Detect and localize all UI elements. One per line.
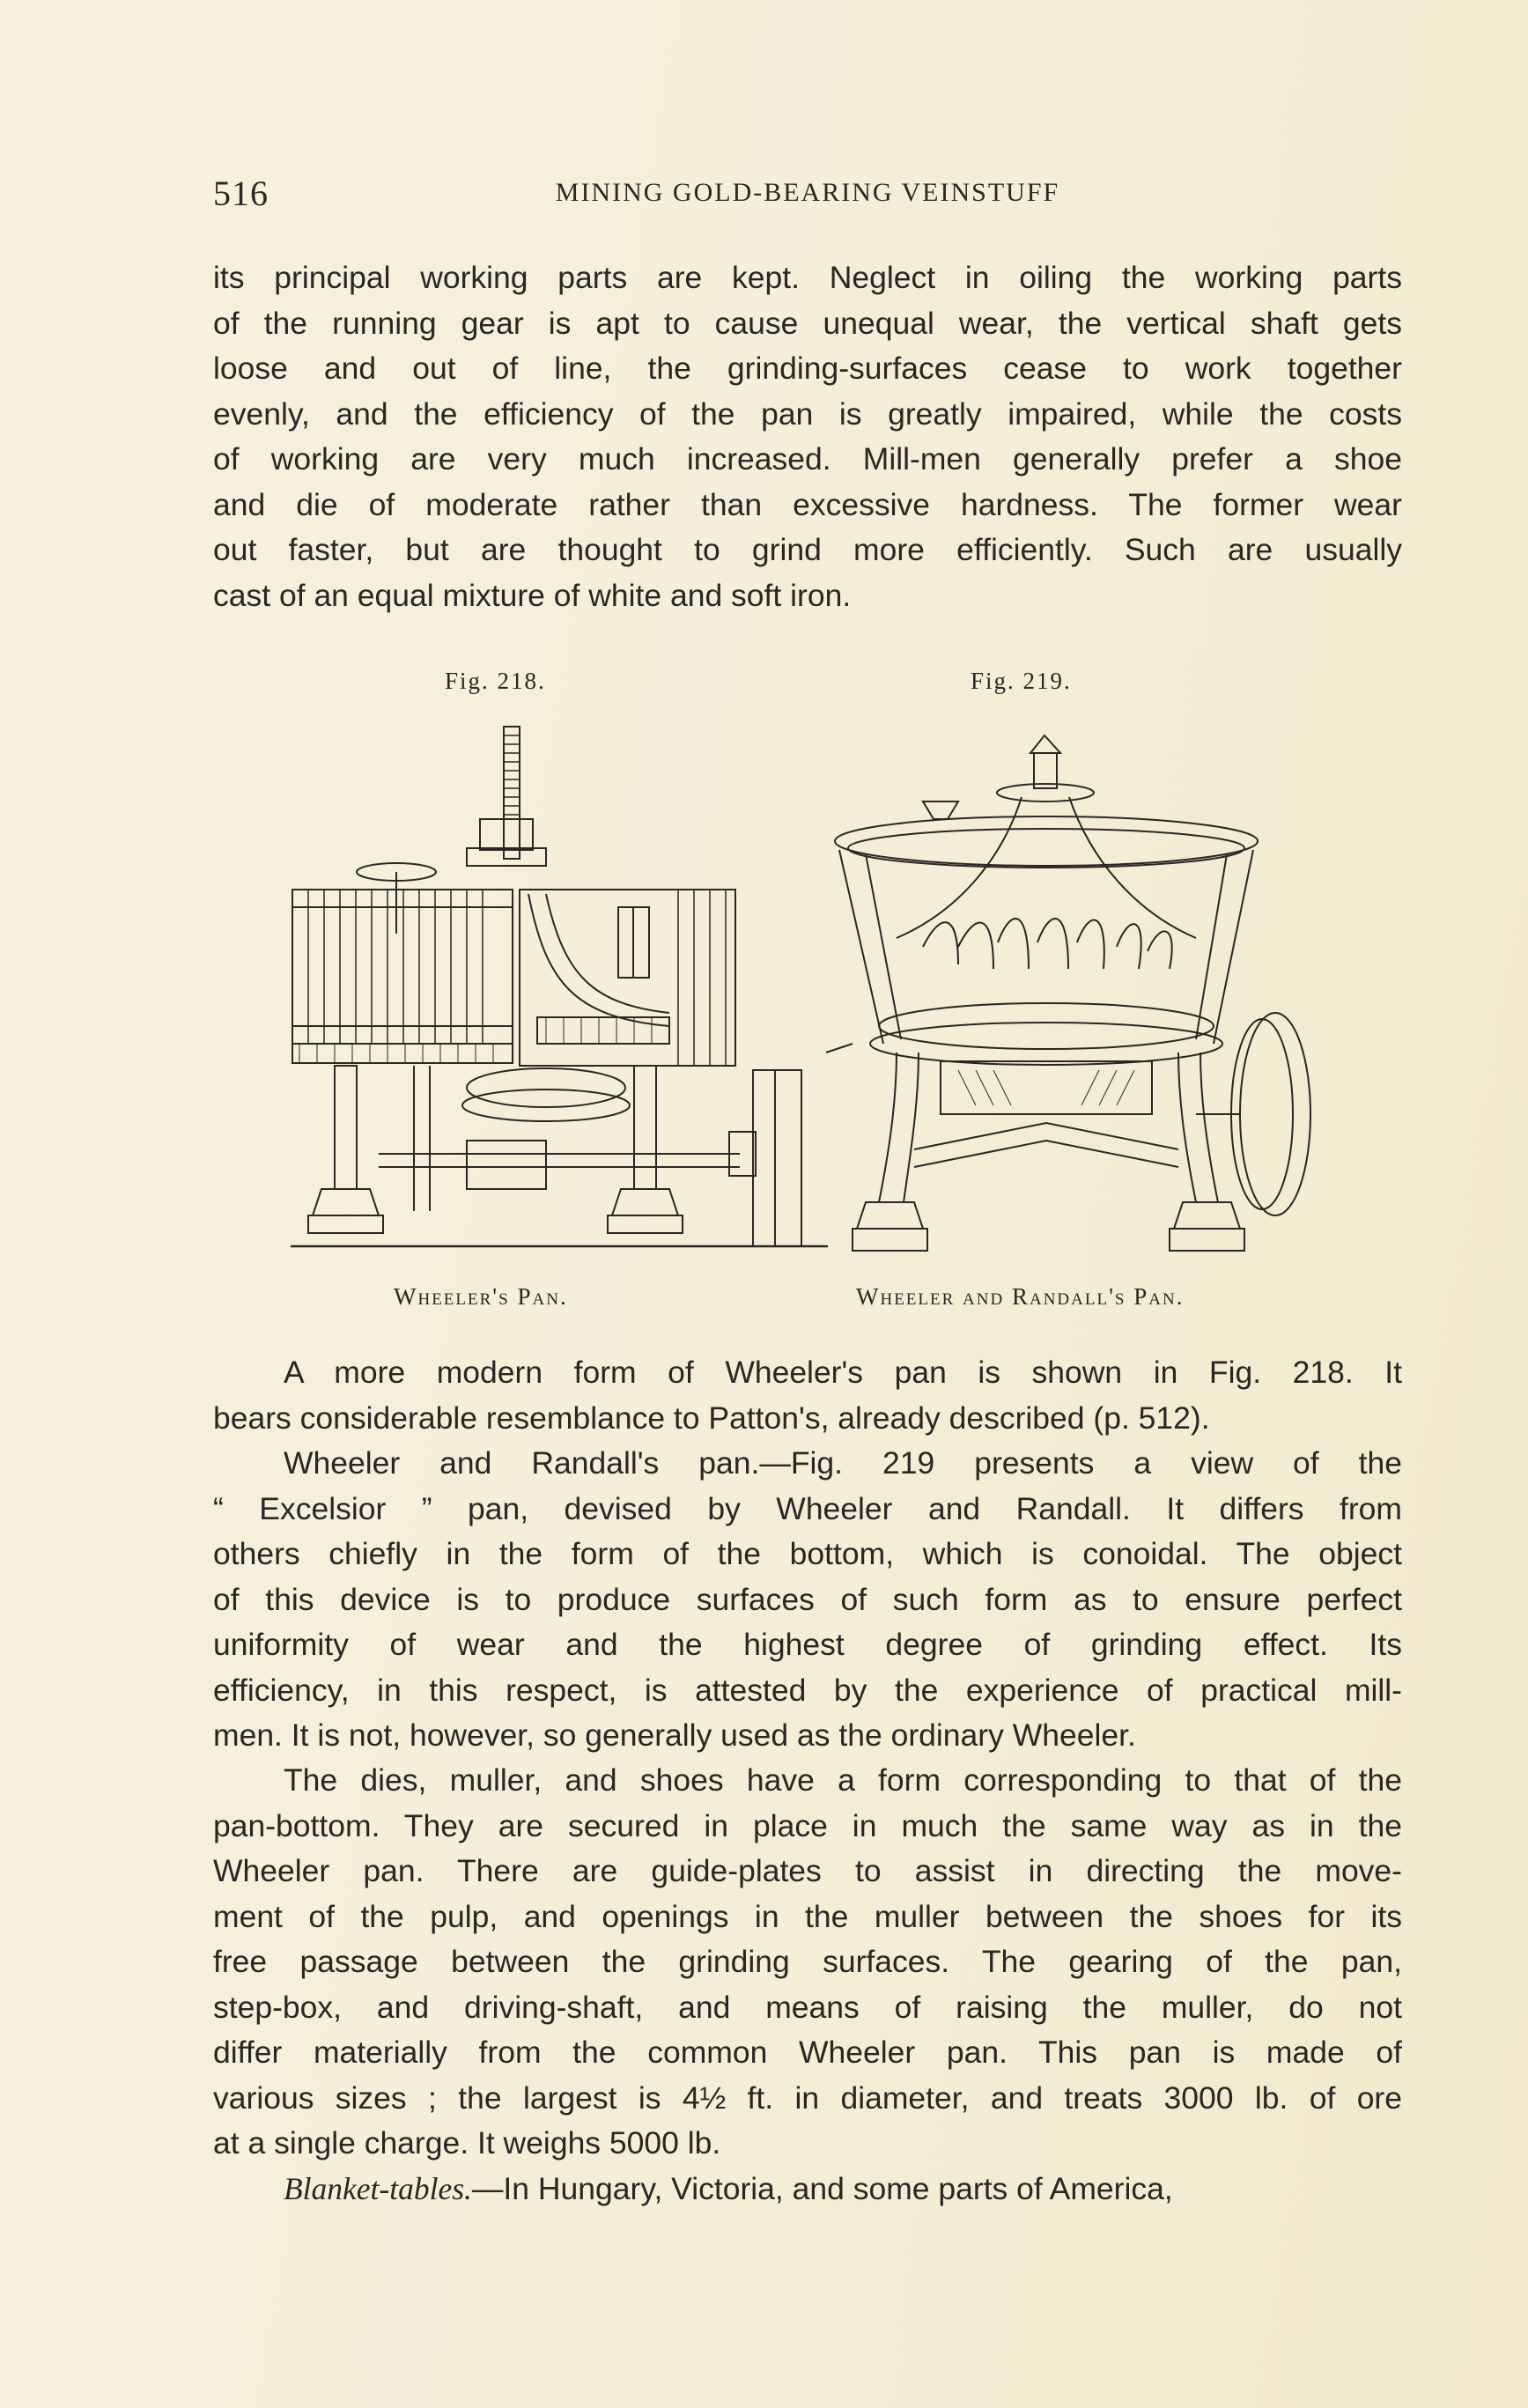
- paragraph-line: free passage between the grinding surfaces. The gearing of the pan,: [213, 1944, 1402, 1979]
- paragraph-line: loose and out of line, the grinding-surfaces cease to work together: [213, 351, 1402, 386]
- paragraph-line: ment of the pulp, and openings in the muller between the shoes for its: [213, 1898, 1402, 1934]
- wheelers-pan-illustration: [282, 718, 837, 1264]
- paragraph-line: pan-bottom. They are secured in place in much the same way as in the: [213, 1807, 1402, 1843]
- wheeler-randall-pan-illustration: [826, 735, 1328, 1268]
- paragraph-blanket-tables: [213, 2167, 1402, 2212]
- paragraph-wheeler-randall: [213, 1441, 1402, 1759]
- paragraph-line: of working are very much increased. Mill-men generally prefer a shoe: [213, 441, 1402, 476]
- paragraph-line: Wheeler and Randall's pan.—Fig. 219 presents a view of the: [284, 1445, 1402, 1481]
- paragraph-line: others chiefly in the form of the bottom, which is conoidal. The object: [213, 1536, 1402, 1571]
- paragraph-principal-parts: [213, 255, 1402, 618]
- figure-219-caption: Wheeler and Randall's Pan.: [856, 1283, 1185, 1310]
- paragraph-line: Wheeler pan. There are guide-plates to assist in directing the move-: [213, 1853, 1402, 1888]
- paragraph-line: differ materially from the common Wheeler pan. This pan is made of: [213, 2035, 1402, 2070]
- paragraph-line: evenly, and the efficiency of the pan is greatly impaired, while the costs: [213, 395, 1402, 432]
- paragraph-line: bears considerable resemblance to Patton's, already described (p. 512).: [213, 1400, 1210, 1436]
- paragraph-line: uniformity of wear and the highest degree of grinding effect. Its: [213, 1627, 1402, 1662]
- paragraph-line: its principal working parts are kept. Neglect in oiling the working parts: [213, 260, 1402, 295]
- paragraph-line: step-box, and driving-shaft, and means of raising the muller, do not: [213, 1989, 1402, 2025]
- paragraph-line: [213, 2167, 1402, 2212]
- paragraph-modern-form: [213, 1350, 1402, 1441]
- paragraph-line: out faster, but are thought to grind more efficiently. Such are usually: [213, 532, 1402, 567]
- running-title: MINING GOLD-BEARING VEINSTUFF: [555, 178, 1060, 207]
- paragraph-line: “ Excelsior ” pan, devised by Wheeler and Randall. It differs from: [213, 1490, 1402, 1526]
- paragraph-line: at a single charge. It weighs 5000 lb.: [213, 2125, 721, 2161]
- paragraph-line: The dies, muller, and shoes have a form corresponding to that of the: [284, 1762, 1402, 1798]
- paragraph-text: —In Hungary, Victoria, and some parts of America,: [471, 2171, 1173, 2206]
- page-header: [213, 173, 1402, 215]
- paragraph-line: of this device is to produce surfaces of such form as to ensure perfect: [213, 1581, 1402, 1617]
- paragraph-line: various sizes ; the largest is 4½ ft. in diameter, and treats 3000 lb. of ore: [213, 2079, 1402, 2116]
- paragraph-line: men. It is not, however, so generally used as the ordinary Wheeler.: [213, 1717, 1136, 1753]
- figure-218-label: Fig. 218.: [445, 668, 546, 694]
- paragraph-line: efficiency, in this respect, is attested by the experience of practical mill-: [213, 1672, 1402, 1708]
- paragraph-line: and die of moderate rather than excessive hardness. The former wear: [213, 486, 1402, 522]
- figure-219-label: Fig. 219.: [971, 668, 1072, 694]
- figure-218-caption: Wheeler's Pan.: [394, 1283, 568, 1310]
- page-number: 516: [213, 174, 269, 213]
- paragraph-line: of the running gear is apt to cause unequal wear, the vertical shaft gets: [213, 305, 1402, 341]
- paragraph-line: A more modern form of Wheeler's pan is shown in Fig. 218. It: [284, 1355, 1402, 1390]
- italic-heading: Blanket-tables.: [284, 2171, 472, 2206]
- paragraph-dies-muller-shoes: [213, 1758, 1402, 2167]
- paragraph-line: cast of an equal mixture of white and soft iron.: [213, 577, 852, 613]
